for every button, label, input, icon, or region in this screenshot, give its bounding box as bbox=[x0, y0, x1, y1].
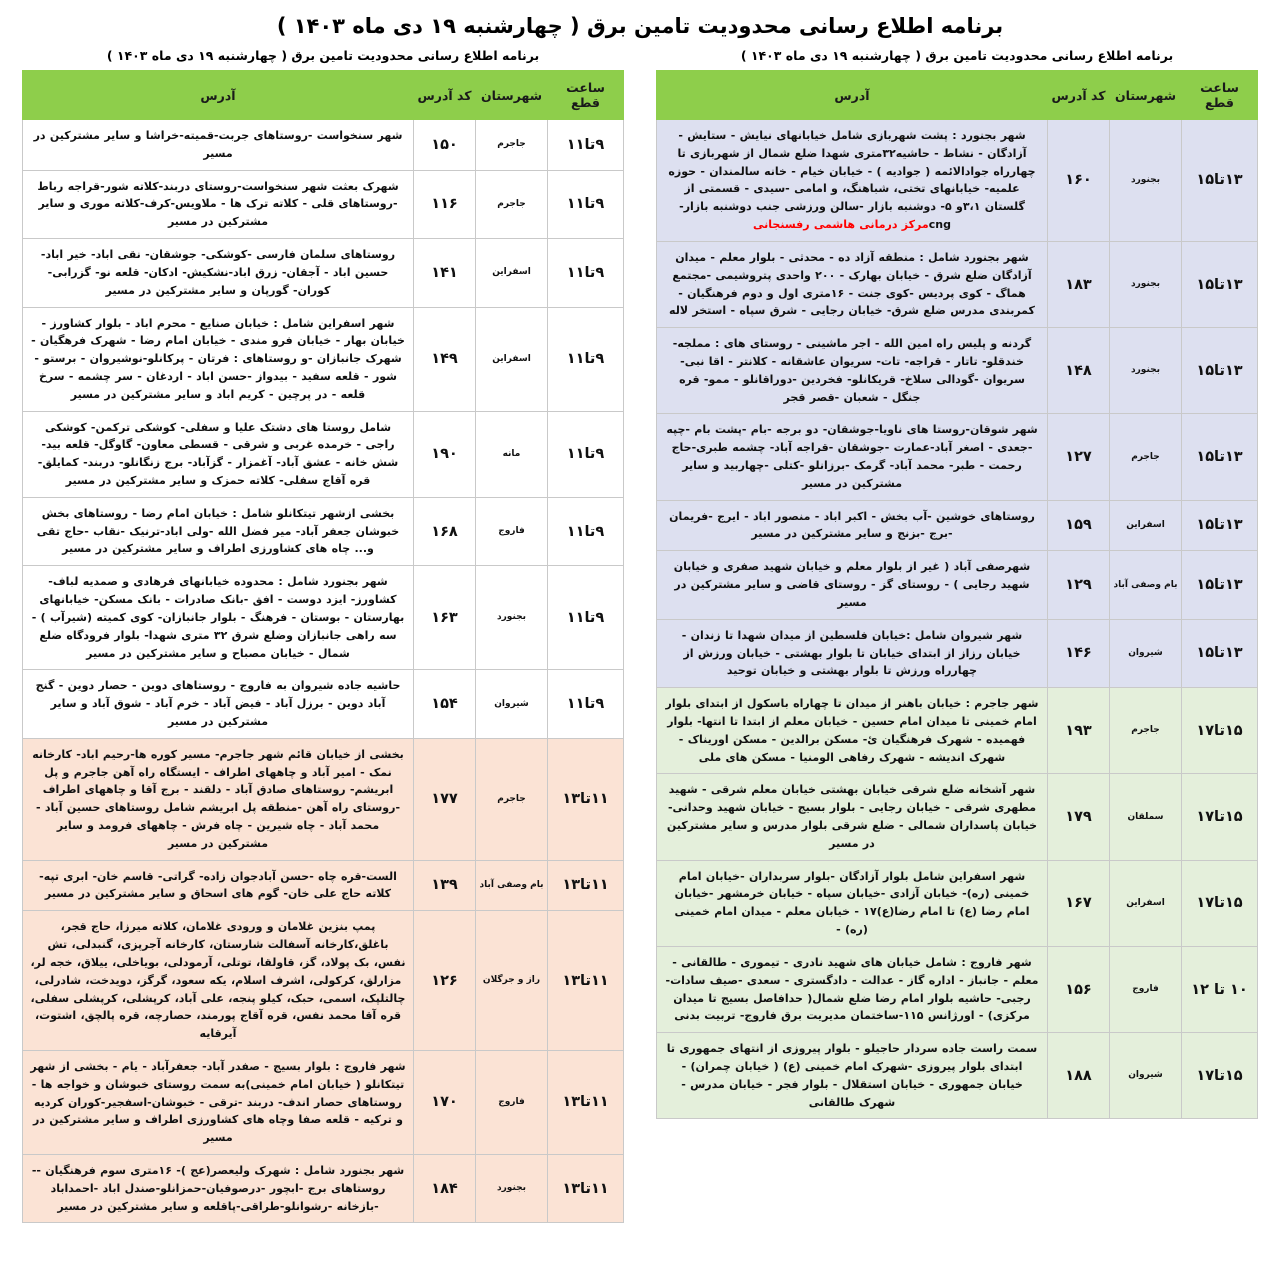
table-row bbox=[23, 911, 624, 1051]
table-row bbox=[657, 500, 1258, 551]
right-schedule-table bbox=[22, 70, 624, 1223]
table-row bbox=[23, 1155, 624, 1223]
cell-address: شهر اسفراین شامل : خیابان صنایع - محرم اباد - بلوار کشاورز - خیابان بهار - خیابان فرو مندی - خیابان امام رضا - شهرک فرهگیان - شهرک جانبازان -و روستاهای : فرتان - پرکانلو-نوشیروان - برستو - شور - قلعه سفید - بیدواز -حسن اباد - اردغان - سر چشمه - سرخ قلعه - در پرچین - کریم اباد و سایر مشترکین در مسیر bbox=[23, 307, 414, 411]
cell-city: اسفراین bbox=[1110, 500, 1182, 551]
cell-outage-time: ۹تا۱۱ bbox=[548, 239, 624, 307]
table-row bbox=[657, 688, 1258, 774]
cell-address: بخشی از خیابان قائم شهر جاجرم- مسیر کوره ها-رحیم اباد- کارخانه نمک - امیر آباد و چاههای اطراف - ایستگاه راه آهن جاجرم و پل ابریشم- روستاهای صادق آباد - دلقند - برج آقا و چاههای اطراف -روستای راه آهن -منطقه پل ابریشم شامل روستاهای حسین آباد - محمد آباد - چاه شیرین - چاه فرش - چاههای فرومد و سایر مشترکین در مسیر bbox=[23, 738, 414, 860]
cell-address-code: ۱۸۸ bbox=[1048, 1033, 1110, 1119]
cell-outage-time: ۹تا۱۱ bbox=[548, 670, 624, 738]
cell-city: اسفراین bbox=[476, 307, 548, 411]
cell-outage-time: ۱۳تا۱۵ bbox=[1182, 241, 1258, 327]
cell-city: جاجرم bbox=[476, 170, 548, 238]
table-row bbox=[657, 241, 1258, 327]
table-row bbox=[23, 411, 624, 497]
cell-outage-time: ۹تا۱۱ bbox=[548, 497, 624, 565]
cell-address: شهر بجنورد شامل : منطقه آزاد ده - محدثی - بلوار معلم - میدان آزادگان ضلع شرق - خیابان بهارک - ۲۰۰ واحدی پتروشیمی -مجتمع هماگ - کوی پردیس -کوی جنت - ۱۶متری اول و دوم فرهنگیان - کمربندی مدرس ضلع شرق- خیابان رجایی - شرق سپاه - استخر لاله bbox=[657, 241, 1048, 327]
cell-city: بام وصفی آباد bbox=[476, 860, 548, 911]
table-row bbox=[23, 670, 624, 738]
cell-address-code: ۱۲۶ bbox=[414, 911, 476, 1051]
tables-container bbox=[0, 44, 1280, 1223]
right-table-body bbox=[23, 120, 624, 1223]
cell-outage-time: ۱۰ تا ۱۲ bbox=[1182, 946, 1258, 1032]
column-header-time: ساعت قطع bbox=[548, 71, 624, 120]
cell-outage-time: ۹تا۱۱ bbox=[548, 566, 624, 670]
cell-city: بجنورد bbox=[1110, 241, 1182, 327]
cell-address-code: ۱۱۶ bbox=[414, 170, 476, 238]
cell-address: حاشیه جاده شیروان به فاروج - روستاهای دوین - حصار دوین - گنج آباد دوین - برزل آباد - فیض آباد - خرم آباد - شوق آباد و سایر مشترکین در مسیر bbox=[23, 670, 414, 738]
cell-address: شهر آشخانه ضلع شرقی خیابان بهشتی خیابان معلم شرقی - شهید مطهری شرقی - خیابان رجایی - بلوار بسیج - خیابان شهید وحدانی- خیابان پاسداران شمالی - ضلع شرقی بلوار مدرس و سایر مشترکین در مسیر bbox=[657, 774, 1048, 860]
cell-address: گردنه و پلیس راه امین الله - اجر ماشینی - روستای های : مملجه- خندقلو- تاتار - قراجه- تات- سریوان عاشقانه - کلانتر - اقا نبی- سریوان -گودالی سلاخ- قریکانلو- فخردین -دوراقانلو - ممو- قره جنگل - شعبان -قصر قجر bbox=[657, 328, 1048, 414]
cell-address-code: ۱۴۱ bbox=[414, 239, 476, 307]
column-header-city: شهرستان bbox=[1110, 71, 1182, 120]
cell-city: اسفراین bbox=[476, 239, 548, 307]
cell-outage-time: ۹تا۱۱ bbox=[548, 120, 624, 171]
table-row bbox=[23, 738, 624, 860]
table-row bbox=[657, 946, 1258, 1032]
cell-city: بام وصفی آباد bbox=[1110, 551, 1182, 619]
table-header-row bbox=[23, 71, 624, 120]
cell-outage-time: ۱۳تا۱۵ bbox=[1182, 120, 1258, 242]
right-panel-title: برنامه اطلاع رسانی محدودیت تامین برق ( چهارشنبه ۱۹ دی ماه ۱۴۰۳ ) bbox=[106, 48, 540, 63]
cell-address-code: ۱۵۶ bbox=[1048, 946, 1110, 1032]
table-row bbox=[23, 497, 624, 565]
cell-outage-time: ۱۱تا۱۳ bbox=[548, 738, 624, 860]
left-table-body bbox=[657, 120, 1258, 1119]
cell-city: سملقان bbox=[1110, 774, 1182, 860]
cell-outage-time: ۹تا۱۱ bbox=[548, 170, 624, 238]
left-schedule-panel bbox=[656, 44, 1258, 1119]
cell-address: پمپ بنزین غلامان و ورودی غلامان، کلاته میرزا، حاج قجر، باغلق،کارخانه آسفالت شارستان، کارخانه آجرپزی، گنبدلی، تش نفس، بک پولاد، گز، قاولقا، توتلی، آرمودلی، بویاخلی، ییلاق، خجه لر، مزارلق، کرکولی، اشرف اسلام، یکه سعود، گرگز، دویدخت، شادرلی، چالتلپک، اسمی، حبک، کیلو پنجه، علی آباد، کرپشلی، کرپشلی سفلی، قره آقا محمد نفس، قره آقاج پورمند، حصارچه، قره پالچق، اشتوت، آیرقایه bbox=[23, 911, 414, 1051]
cell-address: شامل روستا های دشتک علیا و سفلی- کوشکی ترکمن- کوشکی راجی - خرمده غربی و شرقی - قسطی معاون- گاوگل- قلعه بید- شش خانه - عشق آباد- آغمزار - گزآباد- برج زنگانلو- دربند- کمایلق- قره آقاج سفلی- کلاته حمزک و سایر مشترکین در مسیر bbox=[23, 411, 414, 497]
left-panel-title: برنامه اطلاع رسانی محدودیت تامین برق ( چهارشنبه ۱۹ دی ماه ۱۴۰۳ ) bbox=[740, 48, 1174, 63]
table-row bbox=[657, 774, 1258, 860]
column-header-time: ساعت قطع bbox=[1182, 71, 1258, 120]
cell-address: شهر اسفراین شامل بلوار آزادگان -بلوار سربداران -خیابان امام خمینی (ره)- خیابان آزادی -خیابان سپاه - خیابان خرمشهر -خیابان امام رضا (ع) تا امام رضا(ع)۱۷ - خیابان معلم - میدان امام خمینی (ره) - bbox=[657, 860, 1048, 946]
cell-address-code: ۱۹۳ bbox=[1048, 688, 1110, 774]
cell-address: شهرک بعثت شهر سنخواست-روستای دربند-کلاته شور-قراجه رباط -روستاهای قلی - کلاته ترک ها - ملاویس-کرف-کلاته موری و سایر مشترکین در مسیر bbox=[23, 170, 414, 238]
table-row bbox=[23, 307, 624, 411]
column-header-address: آدرس bbox=[657, 71, 1048, 120]
cell-outage-time: ۹تا۱۱ bbox=[548, 307, 624, 411]
cell-address-code: ۱۷۹ bbox=[1048, 774, 1110, 860]
cell-city: شیروان bbox=[1110, 1033, 1182, 1119]
cell-city: بجنورد bbox=[476, 1155, 548, 1223]
cell-address-code: ۱۲۹ bbox=[1048, 551, 1110, 619]
cell-outage-time: ۱۳تا۱۵ bbox=[1182, 328, 1258, 414]
cell-outage-time: ۱۵تا۱۷ bbox=[1182, 860, 1258, 946]
cell-address: شهر جاجرم : خیابان باهنر از میدان تا چهاراه باسکول از ابتدای بلوار امام خمینی تا میدان امام حسین - خیابان معلم از ابتدا تا انتها- بلوار فهمیده - شهرک فرهنگیان ئ- مسکن برالدین - مسکن اوریناک - شهرک اندیشه - شهرک رفاهی الومنیا - مسکن های ملی bbox=[657, 688, 1048, 774]
cell-address-code: ۱۸۴ bbox=[414, 1155, 476, 1223]
cell-address-code: ۱۶۰ bbox=[1048, 120, 1110, 242]
cell-address: شهرصفی آباد ( غیر از بلوار معلم و خیابان شهید صفری و خیابان شهید رجایی ) - روستای گز - روستای قاضی و سایر مشترکین در مسیر bbox=[657, 551, 1048, 619]
cell-address-code: ۱۹۰ bbox=[414, 411, 476, 497]
column-header-code: کد آدرس bbox=[1048, 71, 1110, 120]
table-row bbox=[657, 328, 1258, 414]
cell-city: فاروج bbox=[1110, 946, 1182, 1032]
cell-city: مانه bbox=[476, 411, 548, 497]
cell-address: الست-قره چاه -حسن آبادجوان زاده- گراتی- قاسم خان- ابری تپه- کلاته حاج علی خان- گوم های اسحاق و سایر مشترکین در مسیر bbox=[23, 860, 414, 911]
cell-address-code: ۱۶۷ bbox=[1048, 860, 1110, 946]
table-row bbox=[23, 239, 624, 307]
address-highlight-note: مرکز درمانی هاشمی رفسنجانی bbox=[753, 218, 929, 232]
cell-outage-time: ۱۱تا۱۳ bbox=[548, 1050, 624, 1154]
cell-address-code: ۱۳۹ bbox=[414, 860, 476, 911]
table-row bbox=[23, 860, 624, 911]
cell-address-code: ۱۶۸ bbox=[414, 497, 476, 565]
cell-address: شهر بجنورد شامل : شهرک ولیعصر(عج )- ۱۶متری سوم فرهنگیان --روستاهای برج -ابچور -درصوفیان-حمزانلو-صندل اباد -احمداباد -بازخانه -رشوانلو-طراقی-پاقلعه و سایر مشترکین در مسیر bbox=[23, 1155, 414, 1223]
cell-city: اسفراین bbox=[1110, 860, 1182, 946]
column-header-city: شهرستان bbox=[476, 71, 548, 120]
cell-address: سمت راست جاده سردار حاجیلو - بلوار پیروزی از انتهای جمهوری تا ابتدای بلوار پیروزی -شهرک امام خمینی (ع) ( خیابان چمران) - خیابان جمهوری - خیابان استقلال - بلوار فجر - خیابان مدرس - شهرک طالقانی bbox=[657, 1033, 1048, 1119]
cell-outage-time: ۱۳تا۱۵ bbox=[1182, 619, 1258, 687]
cell-outage-time: ۱۱تا۱۳ bbox=[548, 1155, 624, 1223]
cell-city: جاجرم bbox=[1110, 414, 1182, 500]
cell-city: شیروان bbox=[1110, 619, 1182, 687]
cell-address: شهر فاروج : شامل خیابان های شهید نادری - تیموری - طالقانی - معلم - جانباز - اداره گاز - عدالت - دادگستری - سعدی -صیف سادات- رجبی- حاشیه بلوار امام رضا ضلع شمال( حدافاصل بسیج تا میدان مرکزی) - اورژانس ۱۱۵-ساختمان مدیریت برق فاروج- تربیت بدنی bbox=[657, 946, 1048, 1032]
cell-address: شهر فاروج : بلوار بسیج - صفدر آباد- جعفرآباد - یام - بخشی از شهر تیتکانلو ( خیابان امام خمینی)به سمت روستای خبوشان و خواجه ها - روستاهای حصار اندف- دربند -ترقی - خبوشان-اسفجیر-کوران کردیه و ترکیه - قلعه صفا وچاه های کشاورزی اطراف و سایر مشترکین در مسیر bbox=[23, 1050, 414, 1154]
table-row bbox=[657, 619, 1258, 687]
cell-city: شیروان bbox=[476, 670, 548, 738]
cell-outage-time: ۱۵تا۱۷ bbox=[1182, 774, 1258, 860]
cell-address-code: ۱۸۳ bbox=[1048, 241, 1110, 327]
cell-outage-time: ۱۱تا۱۳ bbox=[548, 860, 624, 911]
table-row bbox=[23, 120, 624, 171]
cell-address: روستاهای سلمان فارسی -کوشکی- جوشقان- نقی اباد- خیر اباد- حسین اباد - آجقان- زرق اباد-نشکیش- ادکان- قلعه نو- گزرابی-کوران- گورپان و سایر مشترکین در مسیر bbox=[23, 239, 414, 307]
cell-address-code: ۱۵۴ bbox=[414, 670, 476, 738]
cell-address-code: ۱۵۹ bbox=[1048, 500, 1110, 551]
cell-address-code: ۱۴۶ bbox=[1048, 619, 1110, 687]
cell-city: بجنورد bbox=[1110, 120, 1182, 242]
table-row bbox=[657, 860, 1258, 946]
cell-city: بجنورد bbox=[476, 566, 548, 670]
cell-address: شهر شیروان شامل :خیابان فلسطین از میدان شهدا تا زندان - خیابان رزاز از ابتدای خیابان تا بلوار بهشتی - خیابان ورزش از چهارراه ورزش تا بلوار بهشتی و خیابان توحید bbox=[657, 619, 1048, 687]
table-row bbox=[23, 1050, 624, 1154]
cell-address: شهر بجنورد : پشت شهربازی شامل خیابانهای نیایش - ستایش - آزادگان - نشاط - حاشیه۳۲متری شهدا ضلع شمال از شهربازی تا چهارراه جوادالائمه ( جوادیه ) - خیابان خیام - خانه سالمندان - حوزه علمیه- خیابانهای تختی، شباهنگ، و امامی -سیدی - قسمتی از گلستان ۳،۱و ۵- دوشنبه بازار -سالن ورزشی جنب دوشنبه بازار- cngمرکز درمانی هاشمی رفسنجانی bbox=[657, 120, 1048, 242]
cell-address-code: ۱۷۷ bbox=[414, 738, 476, 860]
cell-outage-time: ۱۱تا۱۳ bbox=[548, 911, 624, 1051]
cell-address-code: ۱۲۷ bbox=[1048, 414, 1110, 500]
cell-outage-time: ۱۵تا۱۷ bbox=[1182, 688, 1258, 774]
cell-city: جاجرم bbox=[476, 120, 548, 171]
cell-outage-time: ۱۳تا۱۵ bbox=[1182, 500, 1258, 551]
cell-address-code: ۱۶۳ bbox=[414, 566, 476, 670]
right-schedule-panel bbox=[22, 44, 624, 1223]
cell-address: روستاهای خوشین -آب بخش - اکبر اباد - منصور اباد - ایرج -فریمان -برج -بزنج و سایر مشترکین در مسیر bbox=[657, 500, 1048, 551]
table-row bbox=[23, 566, 624, 670]
table-row bbox=[657, 414, 1258, 500]
cell-address-code: ۱۷۰ bbox=[414, 1050, 476, 1154]
cell-city: فاروج bbox=[476, 1050, 548, 1154]
cell-city: فاروج bbox=[476, 497, 548, 565]
cell-outage-time: ۱۳تا۱۵ bbox=[1182, 414, 1258, 500]
table-row bbox=[657, 1033, 1258, 1119]
cell-address-code: ۱۴۸ bbox=[1048, 328, 1110, 414]
cell-address: شهر شوقان-روستا های ناویا-جوشقان- دو برجه -بام -پشت بام -چپه -جعدی - اصغر آباد-عمارت -جوشقان -قراجه آباد- چشمه طبری-حاج رحمت - طبر- محمد آباد- گرمک -برزانلو -کتلی -چهاربید و سایر مشترکین در مسیر bbox=[657, 414, 1048, 500]
table-header-row bbox=[657, 71, 1258, 120]
cell-address: شهر سنخواست -روستاهای جربت-قمیته-خراشا و سایر مشترکین در مسیر bbox=[23, 120, 414, 171]
cell-outage-time: ۹تا۱۱ bbox=[548, 411, 624, 497]
cell-address-code: ۱۵۰ bbox=[414, 120, 476, 171]
table-row bbox=[657, 120, 1258, 242]
left-schedule-table bbox=[656, 70, 1258, 1119]
address-latin-token: cng bbox=[928, 218, 951, 232]
cell-address: بخشی ازشهر تیتکانلو شامل : خیابان امام رضا - روستاهای بخش خبوشان جعفر آباد- میر فضل الله -ولی اباد-ترنیک -نقاب -حاج تقی و... چاه های کشاورزی اطراف و سایر مشترکین در مسیر bbox=[23, 497, 414, 565]
table-row bbox=[23, 170, 624, 238]
cell-city: جاجرم bbox=[476, 738, 548, 860]
cell-address: شهر بجنورد شامل : محدوده خیابانهای فرهادی و صمدیه لباف- کشاورز- ایزد دوست - افق -بانک صادرات - بانک مسکن- خیابانهای بهارستان - بوستان - فرهنگ - بلوار جانبازان- کوی کمیته (شیرآب ) - سه راهی جانبازان وضلع شرق ۳۲ متری شهدا- بلوار فرودگاه ضلع شمال - خیابان مصباح و سایر مشترکین در مسیر bbox=[23, 566, 414, 670]
page-title: برنامه اطلاع رسانی محدودیت تامین برق ( چهارشنبه ۱۹ دی ماه ۱۴۰۳ ) bbox=[276, 14, 1004, 38]
cell-outage-time: ۱۳تا۱۵ bbox=[1182, 551, 1258, 619]
cell-city: جاجرم bbox=[1110, 688, 1182, 774]
table-row bbox=[657, 551, 1258, 619]
cell-city: راز و جرگلان bbox=[476, 911, 548, 1051]
cell-city: بجنورد bbox=[1110, 328, 1182, 414]
cell-outage-time: ۱۵تا۱۷ bbox=[1182, 1033, 1258, 1119]
cell-address-code: ۱۴۹ bbox=[414, 307, 476, 411]
column-header-code: کد آدرس bbox=[414, 71, 476, 120]
column-header-address: آدرس bbox=[23, 71, 414, 120]
